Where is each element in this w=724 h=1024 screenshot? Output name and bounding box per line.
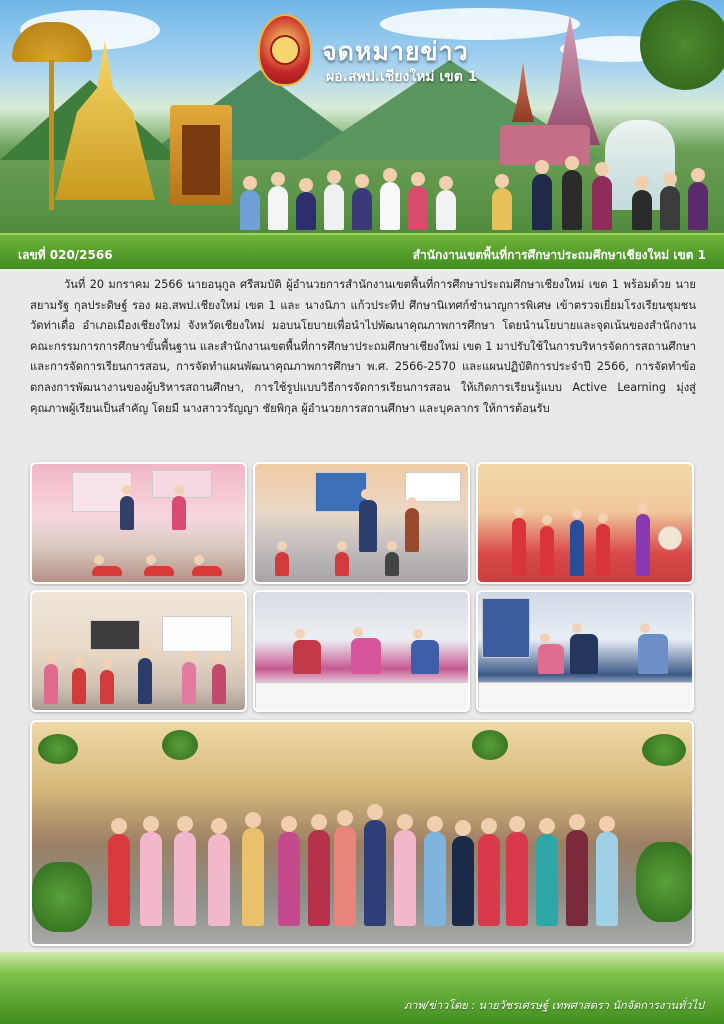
- footer-grass: [0, 952, 724, 1024]
- student-figure: [592, 176, 612, 230]
- student-figure: [268, 186, 288, 230]
- student-figure: [92, 566, 122, 576]
- person-figure: [538, 644, 564, 674]
- student-figure: [100, 670, 114, 704]
- person-figure: [424, 832, 446, 926]
- student-figure: [275, 552, 289, 576]
- shrub: [32, 862, 92, 932]
- student-figure: [296, 192, 316, 230]
- dancer-figure: [540, 526, 554, 576]
- person-figure: [174, 832, 196, 926]
- student-figure: [192, 566, 222, 576]
- student-figure: [436, 190, 456, 230]
- photo-students-presentation: [30, 590, 247, 712]
- students-group: [232, 158, 722, 230]
- person-figure: [570, 634, 598, 674]
- plant: [162, 730, 198, 760]
- person-figure: [44, 664, 58, 704]
- person-figure: [308, 830, 330, 926]
- student-figure: [335, 552, 349, 576]
- meeting-table: [255, 682, 470, 712]
- drum: [658, 526, 682, 550]
- person-figure: [452, 836, 474, 926]
- person-figure: [506, 832, 528, 926]
- student-figure: [532, 174, 552, 230]
- photo-meeting-officials: [476, 590, 694, 712]
- shrub: [636, 842, 694, 922]
- person-figure: [108, 834, 130, 926]
- photo-group-portrait: [30, 720, 694, 946]
- person-figure: [364, 820, 386, 926]
- photo-dance-performance: [476, 462, 694, 584]
- person-figure: [359, 500, 377, 552]
- person-figure: [172, 496, 186, 530]
- header-banner: [0, 0, 724, 240]
- dancer-figure: [596, 524, 610, 576]
- person-figure: [405, 508, 419, 552]
- office-name: สำนักงานเขตพื้นที่การศึกษาประถมศึกษาเชียงใหม่ เขต 1: [412, 248, 706, 262]
- shrine-buddha: [182, 125, 220, 195]
- newsletter-subtitle: ผอ.สพป.เชียงใหม่ เขต 1: [326, 69, 478, 85]
- person-figure: [293, 640, 321, 674]
- article-body: วันที่ 20 มกราคม 2566 นายอนุกูล ศรีสมบัติ ผู้อำนวยการสำนักงานเขตพื้นที่การศึกษาประถมศึกษาเชียงใหม่ เขต 1 พร้อมด้วย นายสยามรัฐ กุลประดิษฐ์ รอง ผอ.สพป.เชียงใหม่ เขต 1 และ นางนิภา แก้วประทีป ศึกษานิเทศก์ชำนาญการพิเศษ เข้าตรวจเยี่ยมโรงเรียนชุมชนวัดท่าเดื่อ อำเภอเมืองเชียงใหม่ จังหวัดเชียงใหม่ มอบนโยบายเพื่อนำไปพัฒนาคุณภาพการศึกษา โดยนำนโยบายและจุดเน้นของสำนักงานคณะกรรมการการศึกษาขั้นพื้นฐาน และสำนักงานเขตพื้นที่การศึกษาประถมศึกษาเชียงใหม่ เขต 1 มาปรับใช้ในการบริหารจัดการสถานศึกษาและการจัดการเรียนการสอน, การจัดทำแผนพัฒนาคุณภาพการศึกษา พ.ศ. 2566-2570 และแผนปฏิบัติการประจำปี 2566, การจัดทำข้อตกลงการพัฒนางานของผู้บริหารสถานศึกษา, การใช้รูปแบบวิธีการจัดการเรียนการสอน ให้เกิดการเรียนรู้แบบ Active Learning มุ่งสู่คุณภาพผู้เรียนเป็นสำคัญ โดยมี นางสาววรัญญา ชัยพิกุล ผู้อำนวยการสถานศึกษา และบุคลากร ให้การต้อนรับ: [30, 278, 696, 415]
- issue-strip: [0, 233, 724, 269]
- obec-emblem-icon: [258, 14, 312, 86]
- student-figure: [324, 184, 344, 230]
- person-figure: [242, 828, 264, 926]
- tv-screen: [90, 620, 140, 650]
- student-figure: [144, 566, 174, 576]
- person-figure: [138, 658, 152, 704]
- student-figure: [688, 182, 708, 230]
- student-figure: [632, 190, 652, 230]
- student-figure: [240, 190, 260, 230]
- dancer-figure: [570, 520, 584, 576]
- meeting-table: [478, 682, 694, 712]
- person-figure: [394, 830, 416, 926]
- newsletter-title: จดหมายข่าว: [322, 37, 469, 66]
- person-figure: [208, 834, 230, 926]
- person-figure: [596, 832, 618, 926]
- whiteboard: [162, 616, 232, 652]
- student-figure: [352, 188, 372, 230]
- issue-number: เลขที่ 020/2566: [18, 248, 113, 262]
- person-figure: [120, 496, 134, 530]
- photo-classroom-mats: [30, 462, 247, 584]
- photo-classroom-visit: [253, 462, 470, 584]
- tree-illustration: [640, 0, 724, 90]
- person-figure: [566, 830, 588, 926]
- photo-meeting-panel: [253, 590, 470, 712]
- person-figure: [411, 640, 439, 674]
- plant: [642, 734, 686, 766]
- student-figure: [660, 186, 680, 230]
- student-figure: [380, 182, 400, 230]
- person-figure: [334, 826, 356, 926]
- student-figure: [492, 188, 512, 230]
- student-figure: [72, 668, 86, 704]
- person-figure: [351, 638, 381, 674]
- student-figure: [408, 186, 428, 230]
- person-figure: [182, 662, 196, 704]
- dancer-figure: [512, 518, 526, 576]
- banner-stand: [482, 598, 530, 658]
- person-figure: [212, 664, 226, 704]
- plant: [472, 730, 508, 760]
- umbrella-pole: [49, 60, 54, 210]
- person-figure: [278, 832, 300, 926]
- photo-credit: ภาพ/ข่าวโดย : นายวัชรเศรษฐ์ เทพศาสตรา นักจัดการงานทั่วไป: [404, 999, 704, 1012]
- student-figure: [562, 170, 582, 230]
- person-figure: [140, 832, 162, 926]
- person-figure: [638, 634, 668, 674]
- dancer-figure: [636, 514, 650, 576]
- person-figure: [536, 834, 558, 926]
- student-figure: [385, 552, 399, 576]
- plant: [38, 734, 78, 764]
- person-figure: [478, 834, 500, 926]
